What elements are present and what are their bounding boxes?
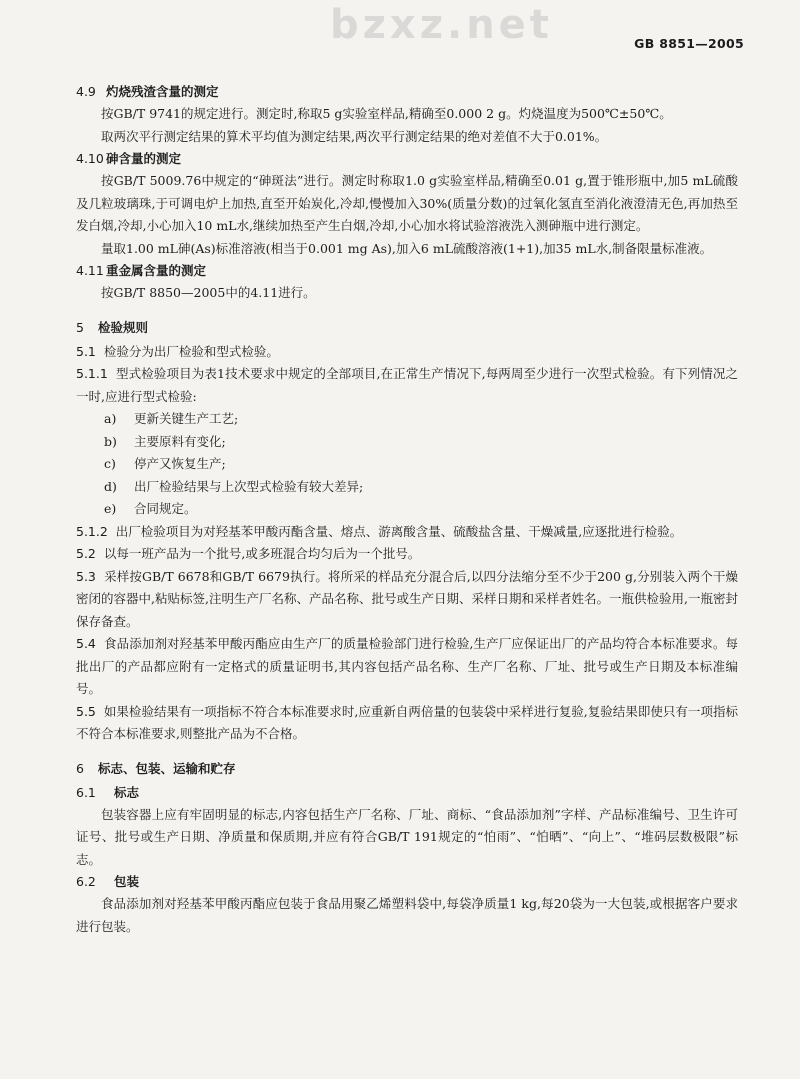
paragraph: 食品添加剂对羟基苯甲酸丙酯应包装于食品用聚乙烯塑料袋中,每袋净质量1 kg,每20袋为一大包装,或根据客户要求进行包装。	[76, 896, 738, 934]
heading-number: 6	[76, 760, 84, 776]
heading-title: 检验规则	[98, 319, 149, 335]
list-marker: a)	[104, 411, 117, 426]
clause-5-1-2	[76, 521, 738, 544]
clause-number: 5.5	[76, 703, 96, 719]
heading-4-9	[76, 81, 738, 103]
clause-text: 以每一班产品为一个批号,或多班混合均匀后为一个批号。	[103, 546, 421, 561]
heading-title: 标志、包装、运输和贮存	[98, 760, 236, 776]
clause-5-1	[76, 341, 738, 364]
clause-5-3	[76, 566, 738, 634]
clause-5-2	[76, 543, 738, 566]
heading-number: 6.1	[76, 784, 96, 800]
heading-title: 标志	[114, 784, 140, 800]
list-item	[104, 431, 738, 454]
clause-number: 5.1.2	[76, 523, 108, 539]
clause-number: 5.2	[76, 546, 96, 561]
heading-number: 4.10	[76, 151, 104, 166]
heading-4-10	[76, 148, 738, 170]
watermark: bzxz.net	[330, 2, 553, 48]
list-text: 出厂检验结果与上次型式检验有较大差异;	[134, 478, 364, 494]
clause-text: 出厂检验项目为对羟基苯甲酸丙酯含量、熔点、游离酸含量、硫酸盐含量、干燥减量,应逐批进行检验。	[115, 523, 683, 539]
list-item	[104, 408, 738, 431]
list-marker: e)	[104, 501, 117, 516]
heading-6-1	[76, 782, 738, 804]
clause-number: 5.4	[76, 636, 96, 651]
clause-5-4	[76, 633, 738, 701]
list-text: 停产又恢复生产;	[134, 456, 226, 471]
heading-title: 包装	[114, 874, 140, 889]
paragraph: 包装容器上应有牢固明显的标志,内容包括生产厂名称、厂址、商标、“食品添加剂”字样、产品标准编号、卫生许可证号、批号或生产日期、净质量和保质期,并应有符合GB/T 191规定的“怕雨”、“怕晒”、“向上”、“堆码层数极限”标志。	[76, 806, 738, 867]
clause-5-5	[76, 701, 738, 746]
list-text: 合同规定。	[134, 501, 197, 516]
clause-text: 检验分为出厂检验和型式检验。	[103, 343, 279, 359]
list-item	[104, 453, 738, 476]
list-text: 主要原料有变化;	[134, 433, 226, 449]
clause-text: 食品添加剂对羟基苯甲酸丙酯应由生产厂的质量检验部门进行检验,生产厂应保证出厂的产品均符合本标准要求。每批出厂的产品都应附有一定格式的质量证明书,其内容包括产品名称、生产厂名称、厂址、批号或生产日期及本标准编号。	[76, 636, 738, 696]
paragraph: 按GB/T 5009.76中规定的“砷斑法”进行。测定时称取1.0 g实验室样品,精确至0.01 g,置于锥形瓶中,加5 mL硫酸及几粒玻璃珠,于可调电炉上加热,直至开始炭化,冷却,慢慢加入30%(质量分数)的过氧化氢直至消化液澄清无色,再加热至发白烟,冷却,小心加入10 mL水,继续加热至产生白烟,冷却,小心加水将试验溶液洗入测砷瓶中进行测定。	[76, 173, 738, 233]
list-text: 更新关键生产工艺;	[134, 411, 239, 426]
heading-title: 砷含量的测定	[106, 151, 182, 166]
heading-number: 5	[76, 319, 84, 335]
clause-text: 如果检验结果有一项指标不符合本标准要求时,应重新自两倍量的包装袋中采样进行复验,复验结果即使只有一项指标不符合本标准要求,则整批产品为不合格。	[76, 703, 738, 741]
list-marker: d)	[104, 478, 117, 494]
heading-number: 6.2	[76, 874, 96, 889]
clause-5-1-1	[76, 363, 738, 408]
heading-4-11	[76, 260, 738, 282]
heading-5	[76, 317, 738, 339]
list-item	[104, 498, 738, 521]
list-marker: b)	[104, 433, 117, 449]
clause-number: 5.3	[76, 568, 96, 584]
clause-text: 型式检验项目为表1技术要求中规定的全部项目,在正常生产情况下,每两周至少进行一次型式检验。有下列情况之一时,应进行型式检验:	[76, 366, 739, 404]
heading-title: 重金属含量的测定	[106, 263, 207, 278]
paragraph: 取两次平行测定结果的算术平均值为测定结果,两次平行测定结果的绝对差值不大于0.01%。	[101, 128, 608, 144]
heading-6-2	[76, 871, 738, 893]
heading-6	[76, 758, 738, 780]
list-item	[104, 476, 738, 499]
paragraph: 按GB/T 8850—2005中的4.11进行。	[101, 285, 316, 300]
clause-number: 5.1	[76, 343, 96, 359]
heading-number: 4.9	[76, 84, 96, 99]
list-marker: c)	[104, 456, 116, 471]
heading-title: 灼烧残渣含量的测定	[106, 84, 219, 99]
standard-number: GB 8851—2005	[634, 36, 744, 51]
paragraph: 按GB/T 9741的规定进行。测定时,称取5 g实验室样品,精确至0.000 2 g。灼烧温度为500℃±50℃。	[101, 106, 672, 121]
clause-text: 采样按GB/T 6678和GB/T 6679执行。将所采的样品充分混合后,以四分法缩分至不少于200 g,分别装入两个干燥密闭的容器中,粘贴标签,注明生产厂名称、产品名称、批号或生产日期、采样日期和采样者姓名。一瓶供检验用,一瓶密封保存备查。	[76, 568, 739, 629]
paragraph: 量取1.00 mL砷(As)标准溶液(相当于0.001 mg As),加入6 mL硫酸溶液(1+1),加35 mL水,制备限量标准液。	[101, 240, 713, 256]
clause-number: 5.1.1	[76, 366, 108, 381]
heading-number: 4.11	[76, 263, 104, 278]
